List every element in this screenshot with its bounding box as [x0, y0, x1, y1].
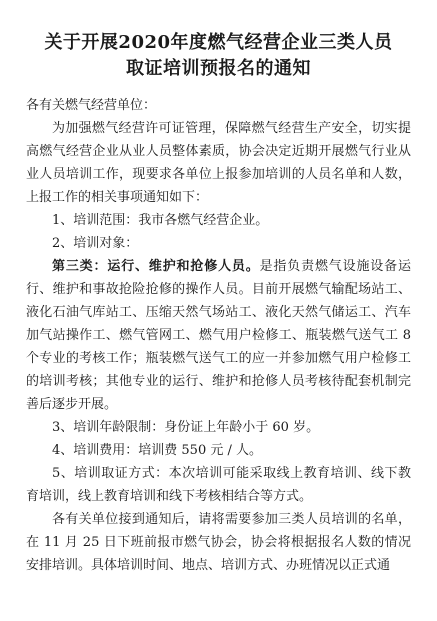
document-title: [26, 30, 411, 82]
item-target: 2、培训对象：: [52, 236, 139, 251]
item-category-three: [26, 255, 411, 416]
item-scope: 1、培训范围：我市各燃气经营企业。: [52, 213, 269, 228]
intro-paragraph: 为加强燃气经营许可证管理，保障燃气经营生产安全，切实提高燃气经营企业从业人员整体素质，协会决定近期开展燃气行业从业人员培训工作，现要求各单位上报参加培训的人员名单和人数，上报工作的相关事项通知如下：: [26, 121, 411, 205]
item-fee: 4、培训费用：培训费 550 元 / 人。: [52, 443, 262, 458]
document-body: [26, 94, 411, 577]
item-age-limit: 3、培训年龄限制：身份证上年龄小于 60 岁。: [52, 420, 320, 435]
title-line-2: 取证培训预报名的通知: [126, 58, 311, 79]
item-method: 5、培训取证方式：本次培训可能采取线上教育培训、线下教育培训，线上教育培训和线下考核相结合等方式。: [26, 466, 411, 504]
salutation: 各有关燃气经营单位：: [26, 98, 157, 113]
category-three-heading: 第三类：运行、维护和抢修人员。: [52, 259, 260, 274]
closing-paragraph: 各有关单位接到通知后，请将需要参加三类人员培训的名单，在 11 月 25 日下班前报市燃气协会，协会将根据报名人数的情况安排培训。具体培训时间、地点、培训方式、办班情况以正式通: [26, 512, 411, 573]
title-line-1: 关于开展2020年度燃气经营企业三类人员: [44, 32, 393, 53]
category-three-text: 是指负责燃气设施设备运行、维护和事故抢险抢修的操作人员。目前开展燃气输配场站工、液化石油气库站工、压缩天然气场站工、液化天然气储运工、汽车加气站操作工、燃气管网工、燃气用户检修工、瓶装燃气送气工 8 个专业的考核工作；瓶装燃气送气工的应一并参加燃气用户检修工的培训考核；其他专业的运行、维护和抢修人员考核待配套机制完善后逐步开展。: [26, 259, 411, 412]
